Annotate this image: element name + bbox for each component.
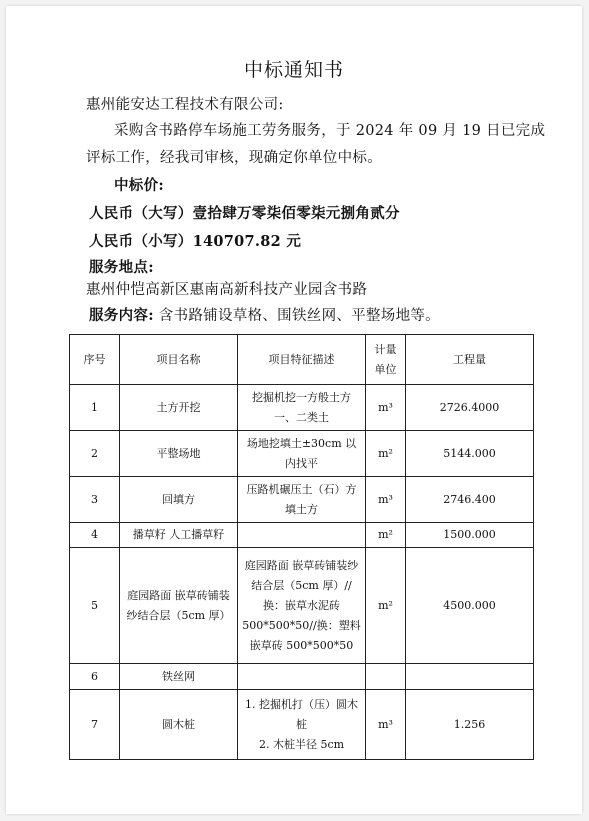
body-line-2: 评标工作，经我司审核，现确定你单位中标。 <box>86 150 382 166</box>
table-row <box>70 431 534 477</box>
cell-no: 4 <box>70 523 120 548</box>
cell-qty: 2746.400 <box>406 477 534 523</box>
price-upper: 人民币（大写）壹拾肆万零柒佰零柒元捌角贰分 <box>89 205 400 222</box>
cell-no: 2 <box>70 431 120 477</box>
document-page <box>6 6 582 814</box>
cell-unit: m² <box>366 548 406 664</box>
cell-name: 平整场地 <box>120 431 238 477</box>
cell-desc: 1. 挖掘机打（压）圆木桩 2. 木桩半径 5cm <box>238 690 366 760</box>
header-name: 项目名称 <box>120 335 238 385</box>
table-row <box>70 523 534 548</box>
table-row <box>70 664 534 690</box>
content-label: 服务内容: <box>89 307 154 324</box>
body-line-1: 采购含书路停车场施工劳务服务，于 2024 年 09 月 19 日已完成 <box>114 123 546 139</box>
price-label: 中标价: <box>114 177 165 194</box>
table-row <box>70 385 534 431</box>
cell-name: 回填方 <box>120 477 238 523</box>
recipient-line: 惠州能安达工程技术有限公司: <box>86 97 284 113</box>
cell-qty: 1500.000 <box>406 523 534 548</box>
price-lower: 人民币（小写）140707.82 元 <box>89 233 302 250</box>
cell-name: 庭园路面 嵌草砖铺装 纱结合层（5cm 厚） <box>120 548 238 664</box>
header-unit: 计量单位 <box>366 335 406 385</box>
cell-unit <box>366 664 406 690</box>
cell-desc: 场地挖填土±30cm 以内找平 <box>238 431 366 477</box>
header-qty: 工程量 <box>406 335 534 385</box>
cell-no: 6 <box>70 664 120 690</box>
content-line <box>89 304 440 325</box>
cell-desc: 庭园路面 嵌草砖铺装纱结合层（5cm 厚）//换：嵌草水泥砖500*500*50//换：塑料嵌草砖 500*500*50 <box>238 548 366 664</box>
cell-qty: 2726.4000 <box>406 385 534 431</box>
cell-qty: 4500.000 <box>406 548 534 664</box>
location-value: 惠州仲恺高新区惠南高新科技产业园含书路 <box>86 282 368 298</box>
location-label: 服务地点: <box>89 259 154 276</box>
cell-name: 圆木桩 <box>120 690 238 760</box>
table-row <box>70 690 534 760</box>
cell-unit: m² <box>366 523 406 548</box>
cell-qty: 1.256 <box>406 690 534 760</box>
cell-unit: m³ <box>366 477 406 523</box>
cell-name: 土方开挖 <box>120 385 238 431</box>
table-row <box>70 477 534 523</box>
table-row <box>70 548 534 664</box>
cell-desc <box>238 664 366 690</box>
header-no: 序号 <box>70 335 120 385</box>
cell-no: 3 <box>70 477 120 523</box>
header-desc: 项目特征描述 <box>238 335 366 385</box>
page-title: 中标通知书 <box>243 59 344 81</box>
cell-unit: m³ <box>366 385 406 431</box>
cell-desc: 压路机碾压土（石）方填土方 <box>238 477 366 523</box>
items-table <box>69 334 534 760</box>
cell-no: 7 <box>70 690 120 760</box>
cell-unit: m³ <box>366 690 406 760</box>
cell-qty: 5144.000 <box>406 431 534 477</box>
cell-desc <box>238 523 366 548</box>
cell-name: 铁丝网 <box>120 664 238 690</box>
table-header-row <box>70 335 534 385</box>
cell-name: 播草籽 人工播草籽 <box>120 523 238 548</box>
cell-qty <box>406 664 534 690</box>
cell-unit: m² <box>366 431 406 477</box>
content-value: 含书路铺设草格、围铁丝网、平整场地等。 <box>158 308 440 324</box>
cell-no: 5 <box>70 548 120 664</box>
cell-desc: 挖掘机挖一方般土方一、二类土 <box>238 385 366 431</box>
cell-no: 1 <box>70 385 120 431</box>
